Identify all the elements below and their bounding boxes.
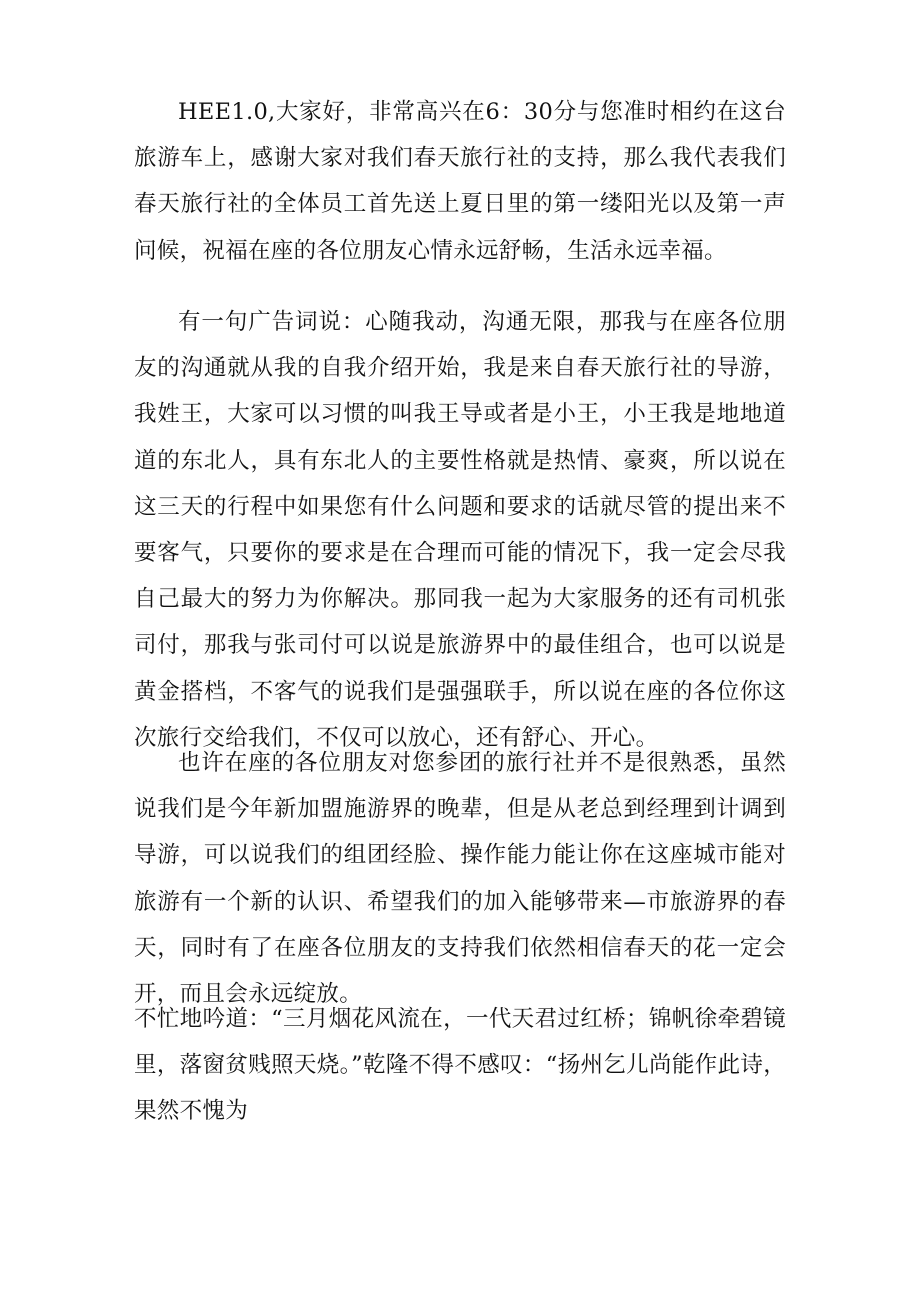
- paragraph-agency-introduction: 也许在座的各位朋友对您参团的旅行社并不是很熟悉，虽然说我们是今年新加盟施游界的晚辈，但是从老总到经理到计调到导游，可以说我们的组团经脸、操作能力能让你在这座城市能对旅游有一个新的认识、希望我们的加入能够带来—市旅游界的春天，同时有了在座各位朋友的支持我们依然相信春天的花一定会开，而且会永远绽放。: [134, 750, 786, 1008]
- paragraph-poem-excerpt: 不忙地吟道：“三月烟花风流在，一代天君过红桥；锦帆徐牵碧镜里，落窗贫贱照天烧。”乾隆不得不感叹：“扬州乞儿尚能作此诗，果然不愧为: [134, 1006, 786, 1125]
- paragraph-self-introduction: 有一句广告词说：心随我动，沟通无限，那我与在座各位朋友的沟通就从我的自我介绍开始，我是来自春天旅行社的导游，我姓王，大家可以习惯的叫我王导或者是小王，小王我是地地道道的东北人，具有东北人的主要性格就是热情、豪爽，所以说在这三天的行程中如果您有什么问题和要求的话就尽管的提出来不要客气，只要你的要求是在合理而可能的情况下，我一定会尽我自己最大的努力为你解决。那同我一起为大家服务的还有司机张司付，那我与张司付可以说是旅游界中的最佳组合，也可以说是黄金搭档，不客气的说我们是强强联手，所以说在座的各位你这次旅行交给我们，不仅可以放心，还有舒心、开心。: [134, 309, 786, 751]
- paragraph-greeting: HEE1.0,大家好，非常高兴在6：30分与您准时相约在这台旅游车上，感谢大家对我们春天旅行社的支持，那么我代表我们春天旅行社的全体员工首先送上夏日里的第一缕阳光以及第一声问候，祝福在座的各位朋友心情永远舒畅，生活永远幸福。: [134, 99, 786, 264]
